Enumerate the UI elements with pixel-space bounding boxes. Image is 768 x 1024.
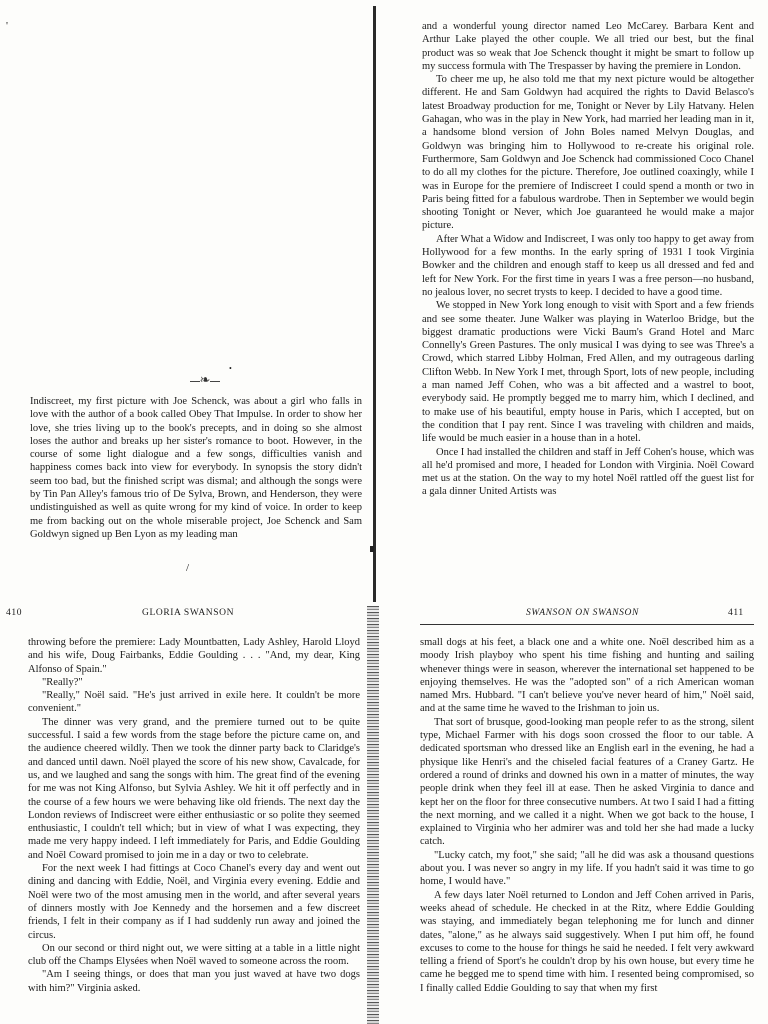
paragraph: small dogs at his feet, a black one and a white one. Noël described him as a moody Irish playboy who spent his time fishing and hunting and sailing whenever things were in season, wherever the international set happened to be enjoying themselves. He was the "adopted son" of a rich American woman named Mrs. Hubbard. "I can't believe you've never heard of him," Noël said, and at the same time he waved to the Irishman to join us. <box>420 637 754 715</box>
paragraph: and a wonderful young director named Leo McCarey. Barbara Kent and Arthur Lake played the other couple. We all tried our best, but the final product was so weak that Joe Schenck thought it might be smart to follow up my success formula with The Trespasser by having the premiere in London. <box>422 21 754 72</box>
scan-speck: ' <box>6 20 8 32</box>
text-column <box>28 636 360 995</box>
paragraph: "Lucky catch, my foot," she said; "all he did was ask a thousand questions about you. I was never so angry in my life. If you hadn't said it was time to go home, I would have." <box>420 849 754 888</box>
scan-speck <box>370 546 374 552</box>
binding-gutter <box>373 6 376 602</box>
paragraph: A few days later Noël returned to London and Jeff Cohen arrived in Paris, weeks ahead of schedule. He checked in at the Ritz, where Eddie Goulding was staying, and immediately began telephoning me for lunch and dinner dates, "alone," as he always said suggestively. When I put him off, he found excuses to come to the house for things he said he needed. I felt very awkward telling a friend of Sport's he couldn't drop by his own house, but every time he came he begged me to spend time with him. I resented being compromised, so I finally called Eddie Goulding to say that when my first <box>420 889 754 994</box>
paragraph: Once I had installed the children and staff in Jeff Cohen's house, which was all he'd promised and more, I headed for London with Virginia. Noël Coward met us at the station. On the way to my hotel Noël rattled off the guest list for a gala dinner United Artists was <box>422 446 754 498</box>
page-number: 411 <box>728 608 744 618</box>
scan-speck: • <box>229 364 232 373</box>
paragraph: For the next week I had fittings at Coco Chanel's every day and went out dining and dancing with Eddie, Noël, and Virginia every evening. Eddie and Noël were two of the most amusing men in the world, and after several years of dinners mostly with Joe Kennedy and the horsemen and a few discreet friends, I felt in their company as if I had suddenly run away and joined the circus. <box>28 863 360 941</box>
page-number: 410 <box>6 608 23 618</box>
paragraph: After What a Widow and Indiscreet, I was only too happy to get away from Hollywood for a few months. In the early spring of 1931 I took Virginia Bowker and the children and enough staff to keep us all dressed and fed and left for New York. For the first time in years I was a free person—no husband, no jealous lover, no secret trysts to keep. I decided to have a good time. <box>422 233 754 298</box>
paragraph: "Am I seeing things, or does that man you just waved at have two dogs with him?" Virginia asked. <box>28 969 360 994</box>
paragraph: "Really," Noël said. "He's just arrived in exile here. It couldn't be more convenient." <box>28 690 360 715</box>
paragraph: The dinner was very grand, and the premiere turned out to be quite successful. I said a few words from the stage before the picture came on, and the audience cheered wildly. Then we took the dinner party back to Claridge's and danced until dawn. Noël played the score of his new show, Cavalcade, for us, and we laughed and sang the songs with him. The great find of the evening for me was not King Alfonso, but Sylvia Ashley. We hit it off perfectly and in the course of a few hours we were behaving like old friends. The next day the London reviews of Indiscreet were either enthusiastic or so polite they seemed enthusiastic, I couldn't tell which; but in view of what I was expecting, they made me very happy indeed. I left immediately for Paris, and Eddie Goulding and Noël Coward promised to join me in a day or two to celebrate. <box>28 716 360 861</box>
running-header: GLORIA SWANSON <box>142 608 235 618</box>
paragraph: Indiscreet, my first picture with Joe Schenck, was about a girl who falls in love with the author of a book called Obey That Impulse. In order to show her love, she tries living up to the book's precepts, and in doing so she almost loses the author and breaks up her sister's romance to boot. However, in the course of some light dialogue and a few songs, difficulties vanish and happiness comes back into view for everybody. In synopsis the story didn't seem too bad, but the finished script was dismal; and although the songs were by Tin Pan Alley's famous trio of De Sylva, Brown, and Henderson, they were undistinguished as well as quite wrong for my kind of voice. In order to keep me from backing out on the whole miserable project, Joe Schenck and Sam Goldwyn signed up Ben Lyon as my leading man <box>30 396 362 540</box>
page-top-right <box>384 0 768 600</box>
page-bottom-right <box>384 600 768 1024</box>
paragraph: We stopped in New York long enough to visit with Sport and a few friends and see some theater. June Walker was playing in Waterloo Bridge, but the biggest dramatic productions were Vicki Baum's Grand Hotel and Marc Connelly's Green Pastures. The only musical I was dying to see was Three's a Crowd, which starred Libby Holman, Fred Allen, and my outrageous darling Clifton Webb. In New York I met, through Sport, lots of new people, including a man named Jeff Cohen, who was a bit affected and a wastrel to boot, everybody said. He promptly begged me to marry him, which I declined, and to make use of his beautiful, empty house in Paris, which I accepted, but on the condition that I pay rent. Since I was traveling with children and maids, life would be much easier in a house than in a hotel. <box>422 300 754 445</box>
paragraph: That sort of brusque, good-looking man people refer to as the strong, silent type, Michael Farmer with his dogs soon crossed the floor to our table. A dedicated sportsman who dressed like an English earl in the evening, he had a physique like Henri's and the chiseled facial features of a Craney Gartz. He ordered a round of drinks and downed his own in a matter of minutes, the way people drink when they feel ill at ease. Then he asked Virginia to dance and kept her on the floor for three consecutive numbers. At two I said I had a fitting the next morning, and we called it a night. When we got back to the house, I explained to Virginia who her admirer was and told her she had made a lucky catch. <box>420 716 754 848</box>
paragraph: To cheer me up, he also told me that my next picture would be altogether different. He and Sam Goldwyn had acquired the rights to David Belasco's latest Broadway production for me, Tonight or Never by Lily Hatvany. Helen Gahagan, who was in the play in New York, had married her leading man in it, a handsome blond version of John Boles named Melvyn Douglas, and Goldwyn was bringing him to Hollywood to re-create his original role. Furthermore, Sam Goldwyn and Joe Schenck had commissioned Coco Chanel to do all my clothes for the picture. Therefore, Joe outlined coaxingly, while I was in Europe for the premiere of Indiscreet I could spend a month or two in Paris being fitted for a fabulous wardrobe. Then in September we would begin shooting Tonight or Never, which Joe guaranteed he would make a major picture. <box>422 74 754 232</box>
paragraph: "Really?" <box>42 676 83 688</box>
page-bottom-left <box>0 600 380 1024</box>
paragraph: throwing before the premiere: Lady Mountbatten, Lady Ashley, Harold Lloyd and his wife, Doug Fairbanks, Eddie Goulding . . . "And, my dear, King Alfonso of Spain." <box>28 637 360 675</box>
text-column <box>420 636 754 995</box>
text-column <box>30 395 362 541</box>
page-top-left <box>0 0 380 600</box>
header-rule <box>420 624 754 625</box>
chapter-ornament: ❧ <box>185 372 225 388</box>
paragraph: On our second or third night out, we were sitting at a table in a little night club off the Champs Elysées when Noël waved to someone across the room. <box>28 942 360 968</box>
scan-mark: / <box>186 562 190 574</box>
text-column <box>422 20 754 499</box>
running-header: SWANSON ON SWANSON <box>526 608 639 618</box>
